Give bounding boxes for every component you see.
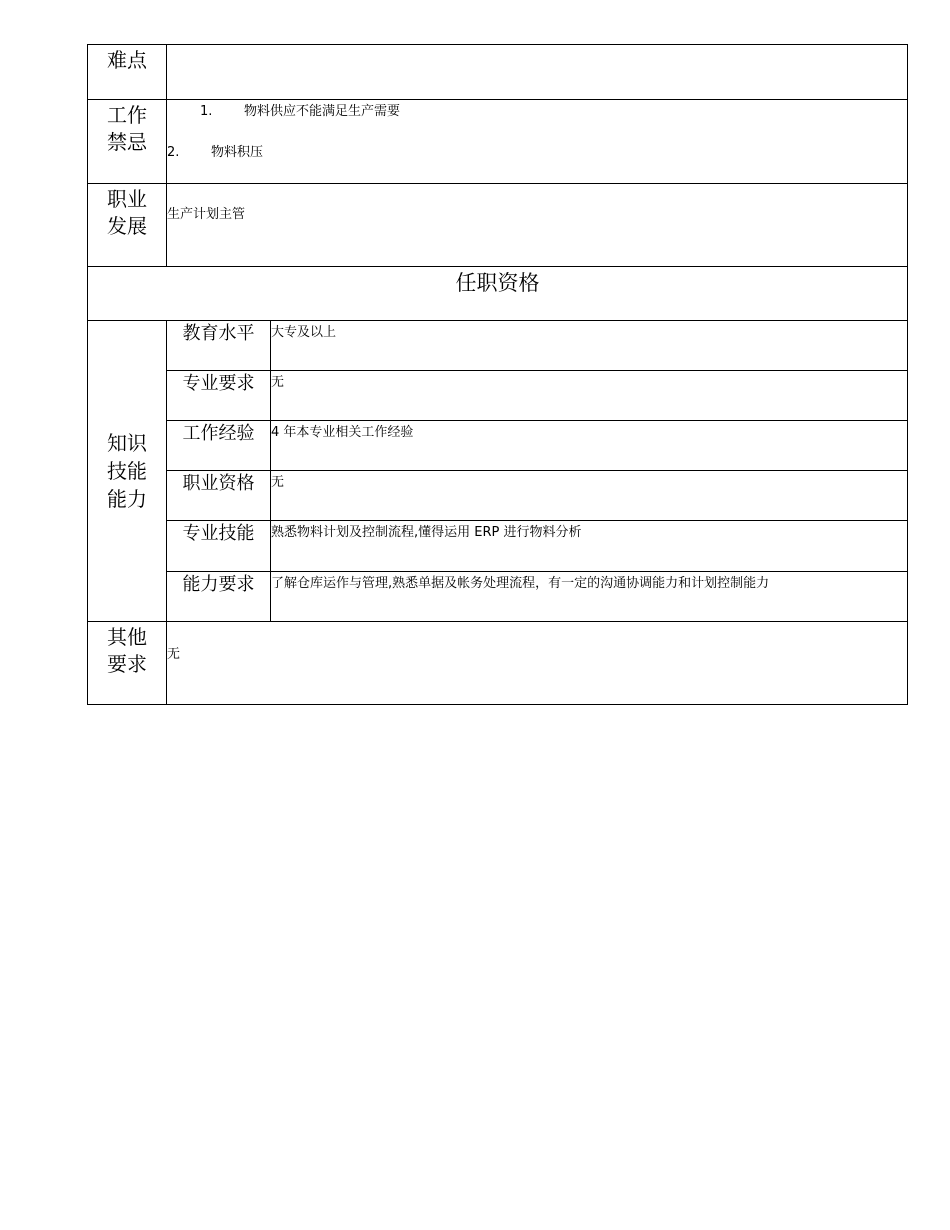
table-row	[88, 572, 908, 622]
experience-value: 4 年本专业相关工作经验	[271, 421, 908, 471]
table-row	[88, 521, 908, 572]
row-qualification-header	[88, 267, 908, 321]
difficulty-value	[167, 45, 908, 100]
skills-label: 专业技能	[167, 521, 271, 572]
row-career-development	[88, 184, 908, 267]
row-difficulty	[88, 45, 908, 100]
row-other-requirements	[88, 622, 908, 705]
knowledge-skills-label: 知识 技能 能力	[88, 321, 167, 622]
skills-value: 熟悉物料计划及控制流程,懂得运用 ERP 进行物料分析	[271, 521, 908, 572]
table-row	[88, 321, 908, 371]
table-row	[88, 371, 908, 421]
difficulty-label: 难点	[88, 45, 167, 100]
major-label: 专业要求	[167, 371, 271, 421]
career-development-label: 职业 发展	[88, 184, 167, 267]
career-development-value: 生产计划主管	[167, 184, 908, 267]
other-requirements-label: 其他 要求	[88, 622, 167, 705]
work-taboo-value	[167, 100, 908, 184]
ability-value: 了解仓库运作与管理,熟悉单据及帐务处理流程，有一定的沟通协调能力和计划控制能力	[271, 572, 908, 622]
table-row	[88, 421, 908, 471]
experience-label: 工作经验	[167, 421, 271, 471]
list-item: 1. 物料供应不能满足生产需要	[200, 104, 401, 119]
row-work-taboo	[88, 100, 908, 184]
other-requirements-value: 无	[167, 622, 908, 705]
ability-label: 能力要求	[167, 572, 271, 622]
education-value: 大专及以上	[271, 321, 908, 371]
certification-value: 无	[271, 471, 908, 521]
major-value: 无	[271, 371, 908, 421]
qualification-header: 任职资格	[88, 267, 908, 321]
education-label: 教育水平	[167, 321, 271, 371]
table-row	[88, 471, 908, 521]
certification-label: 职业资格	[167, 471, 271, 521]
work-taboo-label: 工作 禁忌	[88, 100, 167, 184]
job-description-table	[87, 44, 908, 705]
list-item: 2. 物料积压	[167, 145, 264, 160]
